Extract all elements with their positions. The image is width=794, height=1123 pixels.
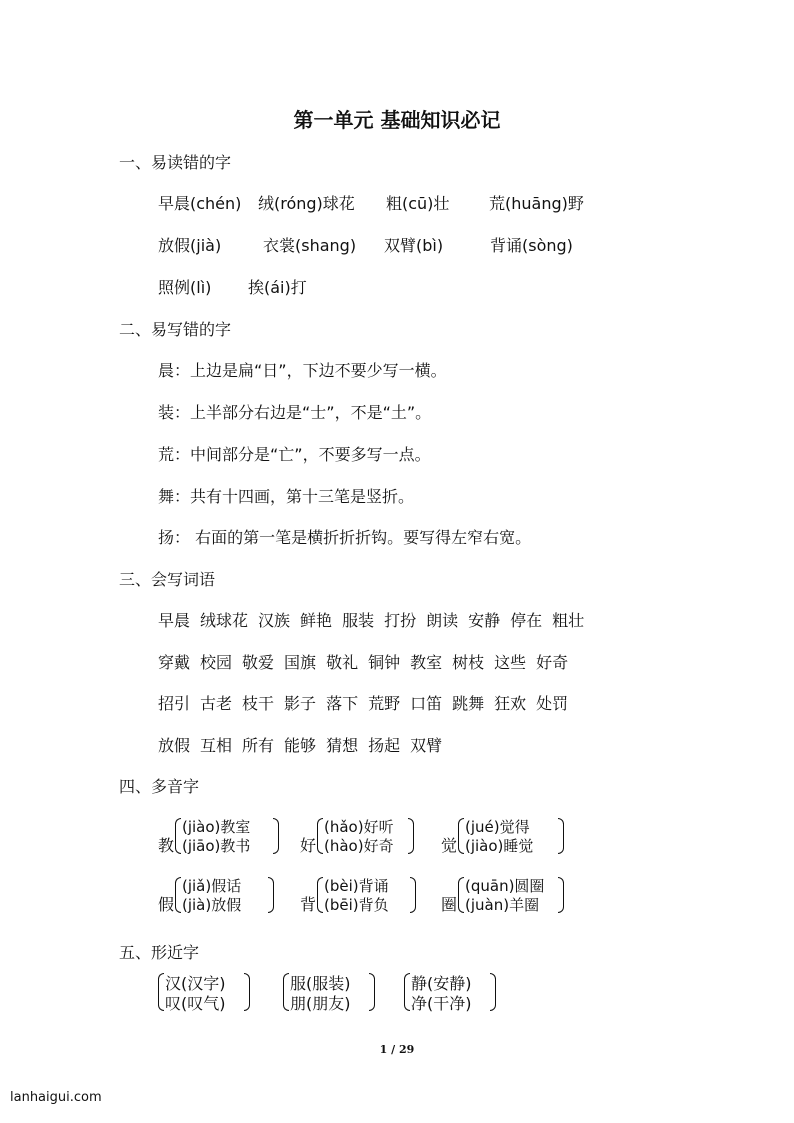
word: 放假 [158, 736, 191, 755]
polyphone-char: 圈 [441, 895, 458, 914]
polyphone-reading: (jiāo)教书 [182, 837, 251, 855]
polyphone-reading: (bèi)背诵 [324, 877, 389, 895]
left-brace [458, 818, 464, 854]
word-row [158, 608, 594, 631]
polyphone-char: 背 [300, 895, 317, 914]
site-watermark: lanhaigui.com [10, 1090, 102, 1105]
word: 鲜艳 [300, 611, 333, 630]
word: 服装 [342, 611, 375, 630]
similar-char: 净(干净) [411, 994, 472, 1013]
note-line: 装：上半部分右边是“士”，不是“土”。 [158, 403, 432, 422]
section-heading: 三、会写词语 [119, 570, 216, 589]
polyphone-reading: (jiǎ)假话 [182, 877, 242, 895]
word: 能够 [284, 736, 317, 755]
word: 早晨 [158, 611, 191, 630]
right-brace [490, 973, 496, 1011]
word: 双臂(bì) [384, 236, 444, 255]
word: 照例(lì) [158, 278, 212, 297]
word: 口笛 [410, 694, 443, 713]
word-row [158, 733, 452, 756]
word: 绒(róng)球花 [258, 194, 355, 213]
word: 好奇 [536, 653, 569, 672]
polyphone-reading: (hǎo)好听 [324, 818, 394, 836]
similar-char: 服(服装) [290, 974, 351, 993]
word: 汉族 [258, 611, 291, 630]
left-brace [317, 818, 323, 854]
word-row [158, 691, 578, 714]
polyphone-char: 教 [158, 836, 175, 855]
word: 所有 [242, 736, 275, 755]
word: 招引 [158, 694, 191, 713]
word: 打扮 [384, 611, 417, 630]
left-brace [175, 877, 181, 913]
word: 跳舞 [452, 694, 485, 713]
word: 挨(ái)打 [248, 278, 307, 297]
word: 背诵(sòng) [490, 236, 573, 255]
word: 这些 [494, 653, 527, 672]
polyphone-reading: (jiào)睡觉 [465, 837, 534, 855]
section-heading: 五、形近字 [119, 943, 200, 962]
word: 穿戴 [158, 653, 191, 672]
word-row [158, 650, 578, 673]
polyphone-group [300, 875, 430, 915]
left-brace [283, 973, 289, 1011]
polyphone-reading: (quān)圆圈 [465, 877, 545, 895]
similar-char: 静(安静) [411, 974, 472, 993]
word: 双臂 [410, 736, 443, 755]
section-heading: 二、易写错的字 [119, 320, 232, 339]
right-brace [244, 973, 250, 1011]
word: 停在 [510, 611, 543, 630]
note-line: 扬： 右面的第一笔是横折折折钩。要写得左窄右宽。 [158, 528, 532, 547]
word: 放假(jià) [158, 236, 222, 255]
right-brace [268, 877, 274, 913]
word: 影子 [284, 694, 317, 713]
word: 铜钟 [368, 653, 401, 672]
word: 朗读 [426, 611, 459, 630]
note-line: 荒：中间部分是“亡”，不要多写一点。 [158, 445, 431, 464]
polyphone-group [300, 816, 430, 856]
word: 绒球花 [200, 611, 249, 630]
word: 粗(cū)壮 [386, 194, 450, 213]
polyphone-group [441, 875, 581, 915]
polyphone-reading: (bēi)背负 [324, 896, 389, 914]
left-brace [404, 973, 410, 1011]
word: 安静 [468, 611, 501, 630]
word: 猜想 [326, 736, 359, 755]
left-brace [317, 877, 323, 913]
similar-char-group [158, 971, 258, 1013]
note-line: 舞：共有十四画，第十三笔是竖折。 [158, 487, 415, 506]
word: 狂欢 [494, 694, 527, 713]
similar-char: 朋(朋友) [290, 994, 351, 1013]
left-brace [175, 818, 181, 854]
similar-char: 汉(汉字) [165, 974, 226, 993]
word: 敬爱 [242, 653, 275, 672]
similar-char-group [404, 971, 504, 1013]
polyphone-reading: (jiào)教室 [182, 818, 251, 836]
similar-char-group [283, 971, 383, 1013]
polyphone-reading: (hào)好奇 [324, 837, 394, 855]
word: 荒(huāng)野 [489, 194, 584, 213]
section-heading: 四、多音字 [119, 777, 200, 796]
right-brace [273, 818, 279, 854]
word: 校园 [200, 653, 233, 672]
word-row [158, 275, 307, 298]
note-line: 晨：上边是扁“日”，下边不要少写一横。 [158, 361, 447, 380]
right-brace [558, 818, 564, 854]
left-brace [158, 973, 164, 1011]
word: 衣裳(shang) [263, 236, 357, 255]
left-brace [458, 877, 464, 913]
polyphone-char: 觉 [441, 836, 458, 855]
right-brace [369, 973, 375, 1011]
section-heading: 一、易读错的字 [119, 153, 232, 172]
word: 粗壮 [552, 611, 585, 630]
page-title: 第一单元 基础知识必记 [293, 108, 501, 132]
word: 荒野 [368, 694, 401, 713]
polyphone-group [441, 816, 581, 856]
word: 树枝 [452, 653, 485, 672]
polyphone-reading: (jià)放假 [182, 896, 242, 914]
word: 国旗 [284, 653, 317, 672]
word: 敬礼 [326, 653, 359, 672]
word-row [158, 233, 573, 256]
word: 早晨(chén) [158, 194, 242, 213]
word: 落下 [326, 694, 359, 713]
word: 处罚 [536, 694, 569, 713]
word: 互相 [200, 736, 233, 755]
page-number: 1 / 29 [379, 1043, 415, 1056]
polyphone-reading: (jué)觉得 [465, 818, 530, 836]
word: 古老 [200, 694, 233, 713]
right-brace [408, 818, 414, 854]
right-brace [410, 877, 416, 913]
word: 枝干 [242, 694, 275, 713]
polyphone-group [158, 816, 288, 856]
word-row [158, 191, 584, 214]
polyphone-char: 好 [300, 836, 317, 855]
word: 教室 [410, 653, 443, 672]
polyphone-reading: (juàn)羊圈 [465, 896, 540, 914]
similar-char: 叹(叹气) [165, 994, 226, 1013]
polyphone-char: 假 [158, 895, 175, 914]
right-brace [558, 877, 564, 913]
word: 扬起 [368, 736, 401, 755]
polyphone-group [158, 875, 288, 915]
